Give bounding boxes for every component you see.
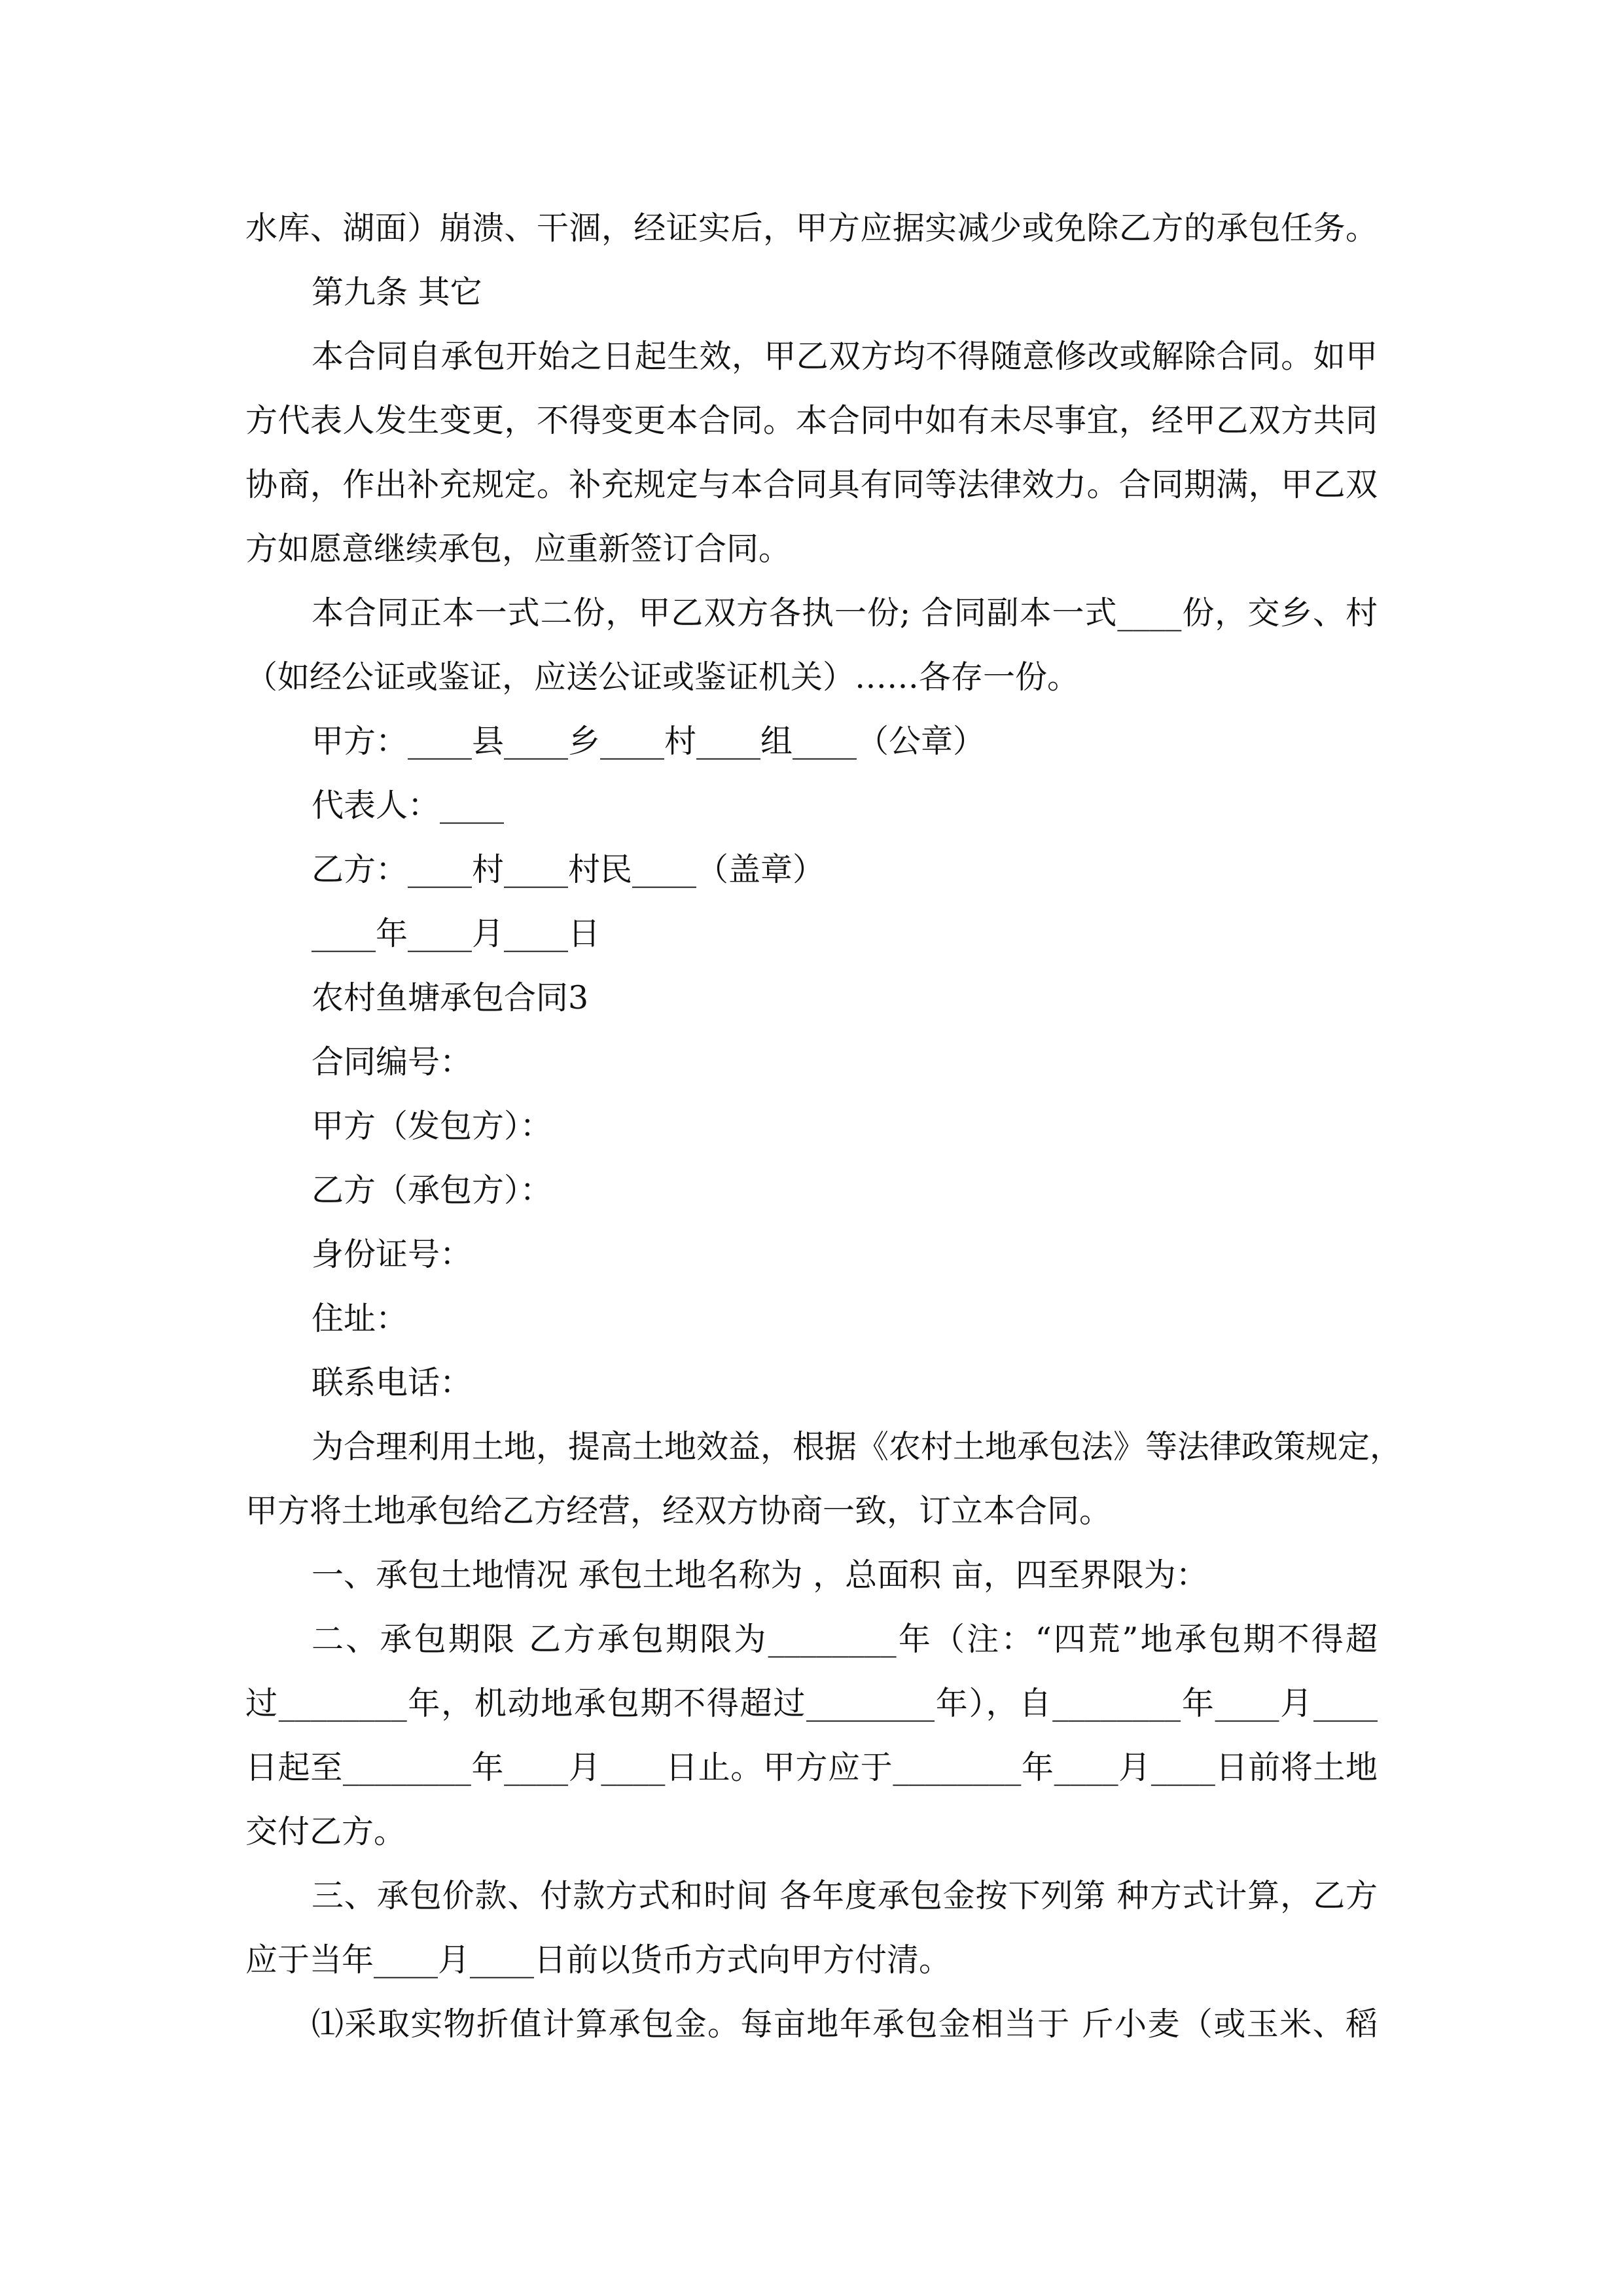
clause-3-payment: 三、承包价款、付款方式和时间 各年度承包金按下列第 种方式计算，乙方 bbox=[312, 1877, 1378, 1914]
text-line-21: 甲方将土地承包给乙方经营，经双方协商一致，订立本合同。 bbox=[245, 1492, 1112, 1530]
payment-option-1: ⑴采取实物折值计算承包金。每亩地年承包金相当于 斤小麦（或玉米、稻 bbox=[312, 2005, 1378, 2043]
text-line-1: 水库、湖面）崩溃、干涸，经证实后，甲方应据实减少或免除乙方的承包任务。 bbox=[245, 209, 1378, 247]
representative-line: 代表人：____ bbox=[312, 787, 505, 824]
party-a-field: 甲方（发包方）： bbox=[312, 1107, 552, 1145]
phone-field: 联系电话： bbox=[312, 1364, 473, 1401]
party-b-signature-line: 乙方：____村____村民____（盖章） bbox=[312, 851, 825, 888]
text-line-4: 方代表人发生变更，不得变更本合同。本合同中如有未尽事宜，经甲乙双方共同 bbox=[245, 402, 1378, 439]
clause-1-land-info: 一、承包土地情况 承包土地名称为 ，总面积 亩，四至界限为： bbox=[312, 1556, 1208, 1594]
contract-title: 农村鱼塘承包合同3 bbox=[312, 979, 589, 1016]
party-b-field: 乙方（承包方）： bbox=[312, 1172, 552, 1209]
text-line-7: 本合同正本一式二份，甲乙双方各执一份; 合同副本一式____份，交乡、村 bbox=[312, 594, 1378, 632]
clause-2-term: 二、承包期限 乙方承包期限为________年（注：“四荒”地承包期不得超 bbox=[312, 1621, 1378, 1658]
text-line-3: 本合同自承包开始之日起生效，甲乙双方均不得随意修改或解除合同。如甲 bbox=[312, 338, 1378, 375]
party-a-signature-line: 甲方：____县____乡____村____组____（公章） bbox=[312, 723, 986, 760]
date-line: ____年____月____日 bbox=[312, 915, 601, 952]
text-line-24: 过________年，机动地承包期不得超过________年），自________年____月____ bbox=[245, 1685, 1378, 1722]
text-line-25: 日起至________年____月____日止。甲方应于________年____月____日前将土地 bbox=[245, 1749, 1378, 1786]
text-line-8: （如经公证或鉴证，应送公证或鉴证机关）……各存一份。 bbox=[245, 658, 1080, 696]
contract-number-field: 合同编号： bbox=[312, 1043, 473, 1081]
text-line-26: 交付乙方。 bbox=[245, 1813, 406, 1850]
text-line-5: 协商，作出补充规定。补充规定与本合同具有同等法律效力。合同期满，甲乙双 bbox=[245, 466, 1378, 503]
text-line-20: 为合理利用土地，提高土地效益，根据《农村土地承包法》等法律政策规定， bbox=[312, 1428, 1402, 1465]
text-line-6: 方如愿意继续承包，应重新签订合同。 bbox=[245, 530, 791, 567]
address-field: 住址： bbox=[312, 1300, 408, 1337]
text-line-28: 应于当年____月____日前以货币方式向甲方付清。 bbox=[245, 1941, 952, 1979]
id-number-field: 身份证号： bbox=[312, 1236, 473, 1273]
section-heading-article-9: 第九条 其它 bbox=[312, 274, 482, 311]
